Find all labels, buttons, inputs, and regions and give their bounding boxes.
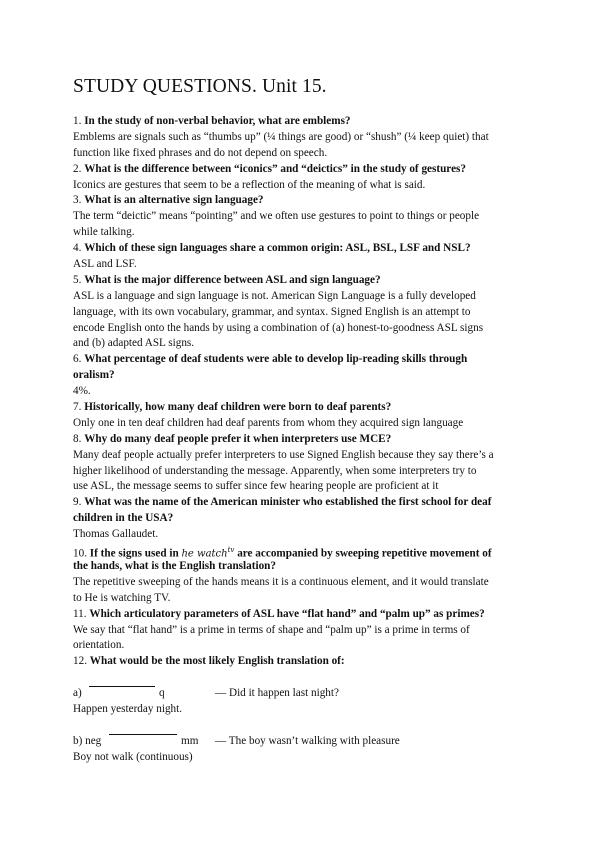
sign-gloss: he watch	[181, 548, 228, 560]
answer-line: and (b) adapted ASL signs.	[73, 337, 195, 350]
question-text: What is the major difference between ASL and sign language?	[84, 273, 381, 286]
answer-line: orientation.	[73, 639, 125, 652]
question-2	[73, 162, 533, 178]
question-text: What is the difference between “iconics” and “deictics” in the study of gestures?	[84, 162, 466, 175]
answer-line: Thomas Gallaudet.	[73, 528, 159, 541]
answer-line: function like fixed phrases and do not depend on speech.	[73, 146, 328, 159]
question-text: oralism?	[73, 369, 115, 382]
question-6	[73, 352, 533, 368]
question-number: 3.	[73, 194, 82, 207]
question-text: Historically, how many deaf children were born to deaf parents?	[84, 401, 392, 414]
question-text: In the study of non-verbal behavior, what are emblems?	[84, 115, 351, 127]
question-text: If the signs used in	[89, 547, 182, 560]
question-text: the hands, what is the English translation?	[73, 559, 276, 572]
question-number: 2.	[73, 162, 82, 175]
answer-line: ASL is a language and sign language is not. American Sign Language is a fully developed	[73, 289, 476, 302]
question-1	[73, 114, 533, 130]
answer-line: The repetitive sweeping of the hands means it is a continuous element, and it would translate	[73, 575, 489, 588]
question-5	[73, 273, 533, 289]
question-text: children in the USA?	[73, 512, 174, 525]
question-text: Which of these sign languages share a common origin: ASL, BSL, LSF and NSL?	[84, 242, 471, 255]
answer-line: to He is watching TV.	[73, 591, 171, 604]
answer-line: ASL and LSF.	[73, 258, 137, 271]
question-6-continued	[73, 368, 533, 384]
question-4	[73, 241, 533, 257]
example-b-label: b) neg	[73, 734, 102, 747]
question-text: Why do many deaf people prefer it when interpreters use MCE?	[84, 432, 392, 445]
question-number: 9.	[73, 496, 82, 509]
question-number: 11.	[73, 607, 87, 620]
question-number: 6.	[73, 353, 82, 366]
question-9-continued	[73, 511, 533, 527]
question-number: 4.	[73, 242, 82, 255]
question-text: What would be the most likely English translation of:	[89, 655, 345, 668]
question-number: 1.	[73, 115, 82, 127]
question-12	[73, 654, 533, 670]
example-b-gloss: Boy not walk (continuous)	[73, 750, 193, 763]
spacer	[73, 718, 533, 734]
answer-line: Emblems are signals such as “thumbs up” (¼ things are good) or “shush” (¼ keep quiet) that	[73, 130, 489, 143]
example-a-marker: q	[159, 687, 165, 700]
example-a-label: a)	[73, 687, 82, 700]
question-text: What was the name of the American minister who established the first school for deaf	[84, 496, 492, 509]
question-8	[73, 432, 533, 448]
question-number: 12.	[73, 655, 87, 668]
answer-line: Many deaf people actually prefer interpreters to use Signed English because they say there’s a	[73, 448, 494, 461]
answer-line: language, with its own vocabulary, grammar, and syntax. Signed English is an attempt to	[73, 305, 471, 318]
answer-line: use ASL, the message seems to suffer since few hearing people are proficient at it	[73, 480, 439, 493]
nonmanual-marker-line	[89, 686, 155, 687]
nonmanual-marker-line	[109, 734, 177, 735]
example-a-row	[73, 686, 533, 702]
answer-line: higher likelihood of understanding the message. Apparently, when some interpreters try to	[73, 464, 477, 477]
answer-line: We say that “flat hand” is a prime in terms of shape and “palm up” is a prime in terms of	[73, 623, 470, 636]
question-number: 8.	[73, 432, 82, 445]
example-a-translation: — Did it happen last night?	[215, 687, 339, 700]
answer-line: Iconics are gestures that seem to be a reflection of the meaning of what is said.	[73, 178, 426, 191]
question-text: What percentage of deaf students were able to develop lip-reading skills through	[84, 353, 468, 366]
question-11	[73, 607, 533, 623]
answer-line: Only one in ten deaf children had deaf parents from whom they acquired sign language	[73, 416, 464, 429]
example-b-row	[73, 734, 533, 750]
questions-list	[73, 114, 533, 766]
sign-gloss-superscript: tv	[227, 546, 235, 555]
question-10	[73, 543, 533, 559]
question-text: Which articulatory parameters of ASL have “flat hand” and “palm up” as primes?	[89, 607, 485, 620]
answer-line: encode English onto the hands by using a combination of (a) honest-to-goodness ASL signs	[73, 321, 484, 334]
question-7	[73, 400, 533, 416]
question-9	[73, 495, 533, 511]
answer-line: The term “deictic” means “pointing” and we often use gestures to point to things or people	[73, 210, 480, 223]
question-number: 7.	[73, 401, 82, 414]
example-b-marker: mm	[181, 734, 199, 747]
question-text: are accompanied by sweeping repetitive movement of	[234, 547, 492, 560]
answer-line: 4%.	[73, 385, 91, 398]
question-number: 5.	[73, 273, 82, 286]
example-a-gloss: Happen yesterday night.	[73, 702, 183, 715]
answer-line: while talking.	[73, 226, 135, 239]
question-10-continued	[73, 559, 533, 575]
spacer	[73, 670, 533, 686]
question-3	[73, 193, 533, 209]
question-number: 10.	[73, 547, 87, 560]
page-title: STUDY QUESTIONS. Unit 15.	[73, 76, 327, 97]
question-text: What is an alternative sign language?	[84, 194, 264, 207]
example-b-translation: — The boy wasn’t walking with pleasure	[215, 734, 400, 747]
